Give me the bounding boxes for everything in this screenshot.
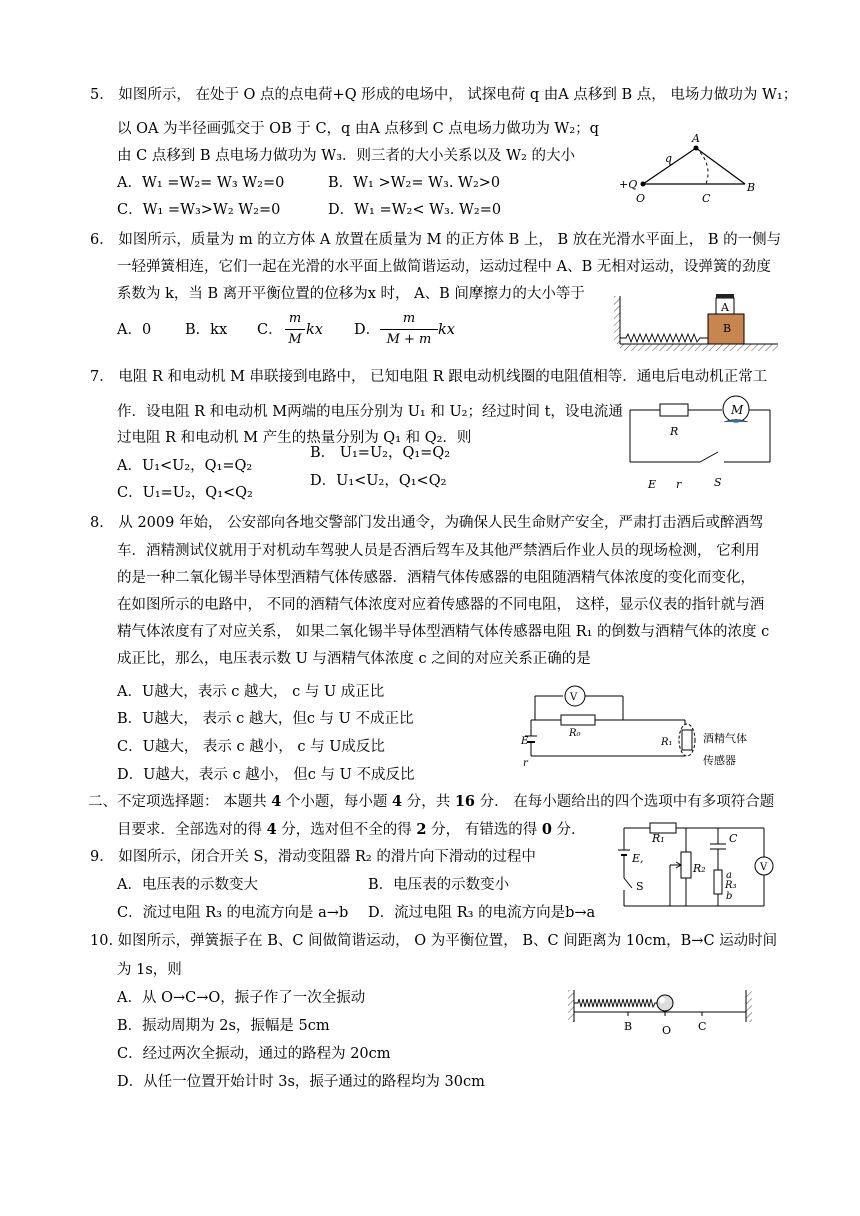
q6-frac-d-bar bbox=[380, 329, 438, 330]
q5-option-b: B．W₁ >W₂= W₃. W₂>0 bbox=[328, 175, 501, 191]
q6-option-a: A．0 bbox=[117, 322, 152, 338]
q7-line-3: 过电阻 R 和电动机 M 产生的热量分别为 Q₁ 和 Q₂．则 bbox=[117, 430, 472, 446]
q8-option-b: B．U越大， 表示 c 越大，但c 与 U 不成正比 bbox=[117, 711, 414, 727]
q10-label-b: B bbox=[624, 1020, 633, 1033]
q9-line-1: 9． 如图所示，闭合开关 S，滑动变阻器 R₂ 的滑片向下滑动的过程中 bbox=[90, 849, 536, 865]
q6-frac-c-bar bbox=[285, 329, 305, 330]
q6-frac-c-den: M bbox=[288, 332, 302, 347]
q8-line-1: 8． 从 2009 年始， 公安部向各地交警部门发出通令，为确保人民生命财产安全，严肃打击酒后或醉酒驾 bbox=[90, 515, 764, 531]
q7-line-1: 7． 电阻 R 和电动机 M 串联接到电路中， 已知电阻 R 跟电动机线圈的电阻值相等．通电后电动机正常工 bbox=[90, 369, 768, 385]
q8-sensor-label-2: 传感器 bbox=[703, 754, 736, 767]
q6-frac-d-kx: kx bbox=[438, 322, 455, 338]
q8-line-2: 车．酒精测试仪就用于对机动车驾驶人员是否酒后驾车及其他严禁酒后作业人员的现场检测， 它利用 bbox=[117, 543, 760, 559]
q7-emf-label: E bbox=[648, 478, 657, 491]
q5-line-1: 5． 如图所示， 在处于 O 点的点电荷+Q 形成的电场中， 试探电荷 q 由A 点移到 B 点， 电场力做功为 W₁； bbox=[90, 87, 798, 103]
q10-line-2: 为 1s，则 bbox=[117, 962, 182, 978]
q10-label-o: O bbox=[662, 1024, 672, 1037]
q7-option-a: A．U₁<U₂，Q₁=Q₂ bbox=[117, 458, 253, 474]
q9-voltmeter-label: V bbox=[760, 862, 768, 873]
q7-option-c: C．U₁=U₂，Q₁<Q₂ bbox=[117, 485, 253, 501]
q5-line-3: 由 C 点移到 B 点电场力做功为 W₃．则三者的大小关系以及 W₂ 的大小 bbox=[117, 148, 575, 164]
q7-motor-label: M bbox=[731, 403, 744, 417]
q6-frac-d-num: m bbox=[402, 311, 416, 326]
q9-switch-label: S bbox=[636, 880, 644, 893]
q6-option-d: D． bbox=[354, 322, 381, 338]
q9-node-a-label: a bbox=[726, 870, 732, 881]
q7-line-2: 作．设电阻 R 和电动机 M两端的电压分别为 U₁ 和 U₂；经过时间 t，设电流通 bbox=[117, 404, 623, 420]
q6-line-2: 一轻弹簧相连，它们一起在光滑的水平面上做简谐运动，运动过程中 A、B 无相对运动，设弹簧的劲度 bbox=[117, 259, 771, 275]
q5-line-2: 以 OA 为半径画弧交于 OB 于 C，q 由A 点移到 C 点电场力做功为 W₂；q bbox=[117, 121, 599, 137]
q8-sensor-label-1: 酒精气体 bbox=[703, 732, 747, 745]
q7-internal-r-label: r bbox=[676, 478, 682, 491]
q10-option-d: D．从任一位置开始计时 3s，振子通过的路程均为 30cm bbox=[117, 1074, 485, 1090]
q7-resistor-label: R bbox=[670, 425, 679, 438]
q9-r2-label: R₂ bbox=[693, 862, 706, 875]
q8-option-d: D．U越大，表示 c 越小， 但c 与 U 不成反比 bbox=[117, 767, 415, 783]
q8-line-4: 在如图所示的电路中， 不同的酒精气体浓度对应着传感器的不同电阻， 这样，显示仪表的指针就与酒 bbox=[117, 597, 765, 613]
q9-emf-label: E, bbox=[632, 852, 644, 865]
q6-option-b: B．kx bbox=[185, 322, 228, 338]
q5-label-b: B bbox=[747, 181, 756, 194]
q6-line-1: 6． 如图所示，质量为 m 的立方体 A 放置在质量为 M 的正方体 B 上， B 放在光滑水平面上， B 的一侧与 bbox=[90, 232, 782, 248]
q5-label-a: A bbox=[692, 132, 700, 145]
q8-r1-label: R₁ bbox=[661, 737, 673, 748]
q6-block-label-a: A bbox=[721, 301, 729, 314]
q9-r1-label: R₁ bbox=[652, 832, 665, 845]
q7-circuit-figure bbox=[628, 392, 773, 492]
q5-label-q: q bbox=[665, 152, 673, 165]
q9-option-d: D．流过电阻 R₃ 的电流方向是b→a bbox=[368, 905, 596, 921]
q5-option-d: D．W₁ =W₂< W₃. W₂=0 bbox=[328, 202, 502, 218]
q7-switch-label: S bbox=[714, 476, 722, 489]
q5-label-c: C bbox=[702, 192, 711, 205]
q8-line-5: 精气体浓度有了对应关系， 如果二氧化锡半导体型酒精气体传感器电阻 R₁ 的倒数与酒精气体的浓度 c bbox=[117, 624, 770, 640]
q7-option-b: B． U₁=U₂，Q₁=Q₂ bbox=[310, 445, 451, 461]
q8-internal-r-label: r bbox=[523, 758, 528, 769]
q5-option-c: C．W₁ =W₃>W₂ W₂=0 bbox=[117, 202, 281, 218]
q7-option-d: D．U₁<U₂，Q₁<Q₂ bbox=[310, 473, 447, 489]
q5-label-o: O bbox=[636, 192, 646, 205]
q10-option-a: A．从 O→C→O，振子作了一次全振动 bbox=[117, 990, 366, 1006]
q6-block-label-b: B bbox=[723, 322, 732, 335]
q8-voltmeter-label: V bbox=[570, 692, 578, 703]
q6-line-3: 系数为 k，当 B 离开平衡位置的位移为x 时， A、B 间摩擦力的大小等于 bbox=[117, 286, 585, 302]
q9-option-c: C．流过电阻 R₃ 的电流方向是 a→b bbox=[117, 905, 349, 921]
q6-frac-c-kx: kx bbox=[306, 322, 323, 338]
section-2-heading-line-2: 目要求．全部选对的得 4 分，选对但不全的得 2 分， 有错选的得 0 分． bbox=[117, 821, 586, 838]
q6-frac-c-num: m bbox=[288, 311, 302, 326]
q9-option-a: A．电压表的示数变大 bbox=[117, 877, 258, 893]
q10-oscillator-figure bbox=[566, 986, 756, 1038]
q8-option-c: C．U越大， 表示 c 越小， c 与 U成反比 bbox=[117, 739, 385, 755]
q9-node-b-label: b bbox=[726, 891, 733, 902]
q9-r3-label: R₃ bbox=[725, 880, 737, 891]
q10-label-c: C bbox=[698, 1020, 707, 1033]
section-2-heading-line-1: 二、不定项选择题： 本题共 4 个小题，每小题 4 分，共 16 分． 在每小题给出的四个选项中有多项符合题 bbox=[88, 793, 775, 810]
q8-line-3: 的是一种二氧化锡半导体型酒精气体传感器．酒精气体传感器的电阻随酒精气体浓度的变化而变化， bbox=[117, 570, 755, 586]
q8-option-a: A．U越大，表示 c 越大， c 与 U 成正比 bbox=[117, 684, 385, 700]
q6-frac-d-den: M + m bbox=[386, 332, 432, 347]
q5-field-figure bbox=[615, 128, 765, 208]
q9-capacitor-label: C bbox=[729, 832, 738, 845]
q8-circuit-figure bbox=[515, 680, 765, 772]
q6-option-c: C． bbox=[257, 322, 283, 338]
q8-emf-label: E bbox=[521, 736, 529, 747]
q10-line-1: 10. 如图所示，弹簧振子在 B、C 间做简谐运动， O 为平衡位置， B、C 间距离为 10cm，B→C 运动时间 bbox=[90, 933, 778, 949]
q8-line-6: 成正比，那么，电压表示数 U 与酒精气体浓度 c 之间的对应关系正确的是 bbox=[117, 651, 591, 667]
q10-option-c: C．经过两次全振动，通过的路程为 20cm bbox=[117, 1046, 391, 1062]
q9-circuit-figure bbox=[614, 820, 774, 912]
q9-option-b: B．电压表的示数变小 bbox=[368, 877, 510, 893]
q6-spring-block-figure bbox=[612, 292, 780, 354]
q5-option-a: A．W₁ =W₂= W₃ W₂=0 bbox=[117, 175, 285, 191]
q5-label-plus-q: +Q bbox=[619, 178, 638, 191]
q8-r0-label: R₀ bbox=[569, 728, 581, 739]
q10-option-b: B．振动周期为 2s，振幅是 5cm bbox=[117, 1018, 330, 1034]
